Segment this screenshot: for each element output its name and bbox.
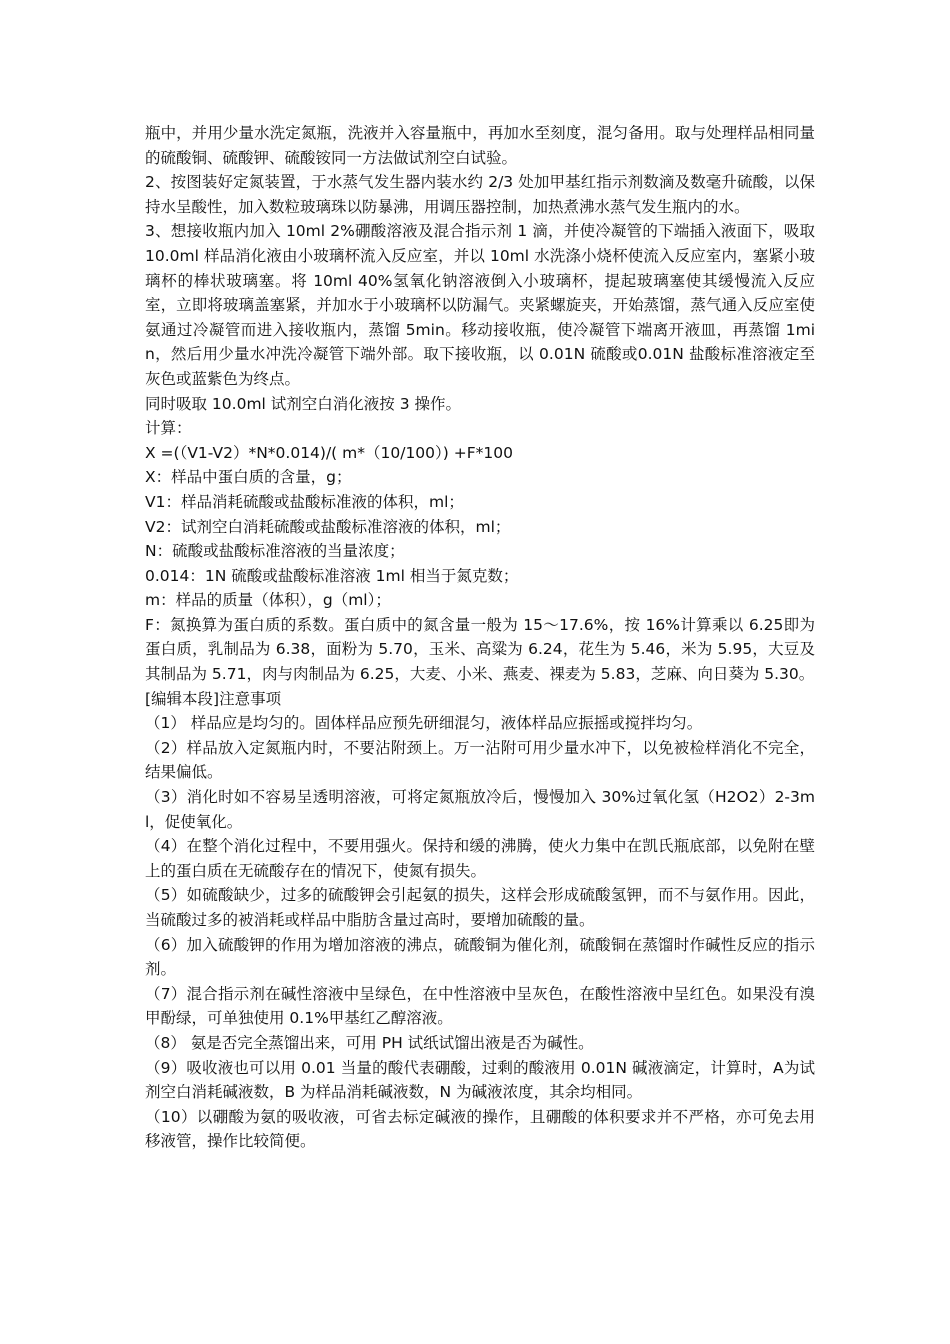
variable-constant: 0.014：1N 硫酸或盐酸标准溶液 1ml 相当于氮克数； (145, 566, 519, 585)
paragraph-calc-heading: 计算： (145, 419, 192, 438)
paragraph-blank-test: 同时吸取 10.0ml 试剂空白消化液按 3 操作。 (145, 394, 461, 413)
formula: X =(（V1-V2）*N*0.014)/( m*（10/100）) +F*100 (145, 443, 513, 462)
note-5: （5）如硫酸缺少，过多的硫酸钾会引起氨的损失，这样会形成硫酸氢钾，而不与氨作用。因此，当硫酸过多的被消耗或样品中脂肪含量过高时，要增加硫酸的量。 (145, 886, 815, 929)
section-heading-notes: [编辑本段]注意事项 (145, 689, 282, 708)
note-1: （1） 样品应是均匀的。固体样品应预先研细混匀，液体样品应振摇或搅拌均匀。 (145, 714, 703, 733)
note-9: （9）吸收液也可以用 0.01 当量的酸代表硼酸，过剩的酸液用 0.01N 碱液滴定，计算时，A为试剂空白消耗碱液数，B 为样品消耗碱液数，N 为碱液浓度，其余均相同。 (145, 1058, 815, 1102)
note-8: （8） 氨是否完全蒸馏出来，可用 PH 试纸试馏出液是否为碱性。 (145, 1033, 594, 1052)
note-6: （6）加入硫酸钾的作用为增加溶液的沸点，硫酸铜为催化剂，硫酸铜在蒸馏时作碱性反应的指示剂。 (145, 935, 815, 979)
document-body (145, 121, 815, 1154)
paragraph-step-2: 2、按图装好定氮装置，于水蒸气发生器内装水约 2/3 处加甲基红指示剂数滴及数毫升硫酸，以保持水呈酸性，加入数粒玻璃珠以防暴沸，用调压器控制，加热煮沸水蒸气发生瓶内的水。 (145, 173, 815, 216)
paragraph-continuation: 瓶中，并用少量水洗定氮瓶，洗液并入容量瓶中，再加水至刻度，混匀备用。取与处理样品相同量的硫酸铜、硫酸钾、硫酸铵同一方法做试剂空白试验。 (145, 124, 815, 167)
note-3: （3）消化时如不容易呈透明溶液，可将定氮瓶放冷后，慢慢加入 30%过氧化氢（H2O2）2-3ml，促使氧化。 (145, 788, 815, 831)
variable-v1: V1：样品消耗硫酸或盐酸标准液的体积，ml； (145, 492, 464, 511)
variable-m: m：样品的质量（体积），g（ml）； (145, 591, 391, 610)
note-10: （10）以硼酸为氨的吸收液，可省去标定碱液的操作，且硼酸的体积要求并不严格，亦可免去用移液管，操作比较简便。 (145, 1107, 815, 1151)
variable-f: F：氮换算为蛋白质的系数。蛋白质中的氮含量一般为 15～17.6%，按 16%计算乘以 6.25即为蛋白质，乳制品为 6.38，面粉为 5.70，玉米、高粱为 6.24，花生为 5.46，米为 5.95，大豆及其制品为 5.71，肉与肉制品为 6.25，大麦、小米、燕麦、裸麦为 5.83，芝麻、向日葵为 5.30。 (145, 615, 815, 684)
note-7: （7）混合指示剂在碱性溶液中呈绿色，在中性溶液中呈灰色，在酸性溶液中呈红色。如果没有溴甲酚绿，可单独使用 0.1%甲基红乙醇溶液。 (145, 984, 815, 1028)
variable-x: X：样品中蛋白质的含量，g； (145, 468, 352, 487)
variable-n: N：硫酸或盐酸标准溶液的当量浓度； (145, 542, 405, 561)
note-4: （4）在整个消化过程中，不要用强火。保持和缓的沸腾，使火力集中在凯氏瓶底部，以免附在壁上的蛋白质在无硫酸存在的情况下，使氮有损失。 (145, 837, 815, 880)
variable-v2: V2：试剂空白消耗硫酸或盐酸标准溶液的体积，ml； (145, 517, 511, 536)
note-2: （2）样品放入定氮瓶内时，不要沾附颈上。万一沾附可用少量水冲下，以免被检样消化不完全，结果偏低。 (145, 738, 815, 782)
paragraph-step-3: 3、想接收瓶内加入 10ml 2%硼酸溶液及混合指示剂 1 滴，并使冷凝管的下端插入液面下，吸取 10.0ml 样品消化液由小玻璃杯流入反应室，并以 10ml 水洗涤小烧杯使流入反应室内，塞紧小玻璃杯的棒状玻璃塞。将 10ml 40%氢氧化钠溶液倒入小玻璃杯，提起玻璃塞使其缓慢流入反应室，立即将玻璃盖塞紧，并加水于小玻璃杯以防漏气。夹紧螺旋夹，开始蒸馏，蒸气通入反应室使氨通过冷凝管而进入接收瓶内，蒸馏 5min。移动接收瓶，使冷凝管下端离开液皿，再蒸馏 1min，然后用少量水冲洗冷凝管下端外部。取下接收瓶，以 0.01N 硫酸或0.01N 盐酸标准溶液定至灰色或蓝紫色为终点。 (145, 222, 815, 388)
